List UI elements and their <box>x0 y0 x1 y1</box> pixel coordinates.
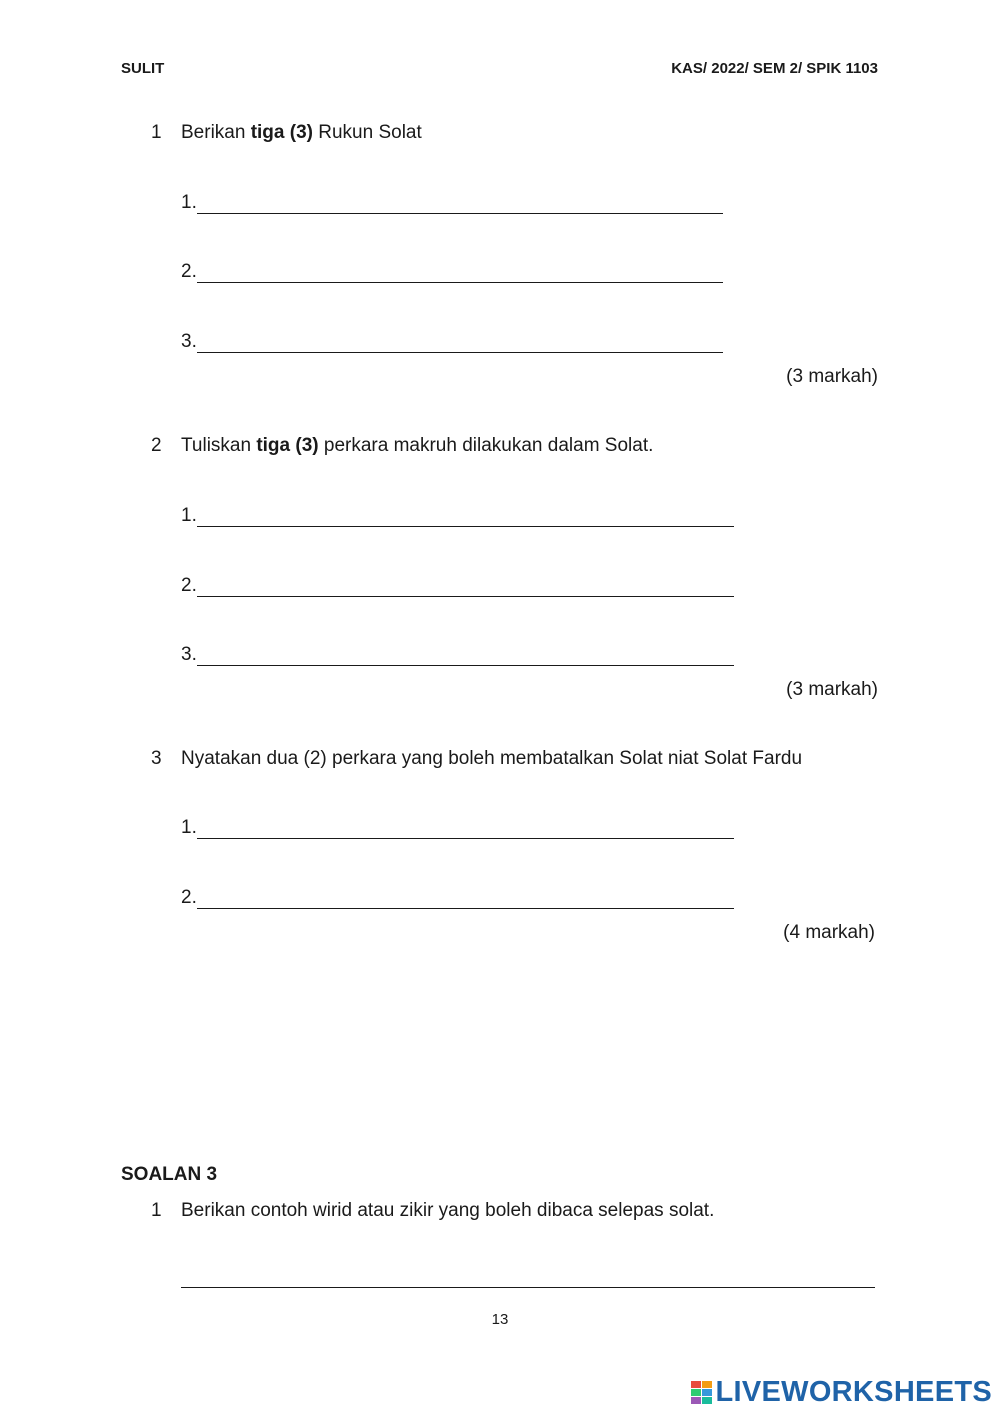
question-number: 3 <box>151 748 162 769</box>
answer-blank[interactable] <box>197 822 734 839</box>
page-number: 13 <box>491 1311 509 1328</box>
answer-blank[interactable] <box>181 1287 875 1288</box>
answer-line[interactable]: 2. <box>181 575 734 597</box>
answer-line[interactable]: 1. <box>181 505 734 527</box>
header-left: SULIT <box>121 60 165 77</box>
brand-text: LIVEWORKSHEETS <box>715 1376 992 1408</box>
answer-line[interactable]: 2. <box>181 261 723 283</box>
answer-blank[interactable] <box>197 510 734 527</box>
answer-line[interactable]: 1. <box>181 817 734 839</box>
answer-line[interactable]: 2. <box>181 887 734 909</box>
answer-blank[interactable] <box>197 336 723 353</box>
answer-blank[interactable] <box>197 266 723 283</box>
answer-blank[interactable] <box>197 892 734 909</box>
question-number: 2 <box>151 435 162 456</box>
answer-line[interactable]: 3. <box>181 644 734 666</box>
question-text: Tuliskan tiga (3) perkara makruh dilakukan dalam Solat. <box>181 435 654 456</box>
liveworksheets-icon <box>691 1380 713 1406</box>
marks-label: (4 markah) <box>783 922 875 943</box>
question-text: Berikan contoh wirid atau zikir yang boleh dibaca selepas solat. <box>181 1200 715 1221</box>
question-text: Nyatakan dua (2) perkara yang boleh membatalkan Solat niat Solat Fardu <box>181 748 803 769</box>
answer-blank[interactable] <box>197 580 734 597</box>
answer-blank[interactable] <box>197 197 723 214</box>
answer-line[interactable]: 1. <box>181 192 723 214</box>
marks-label: (3 markah) <box>786 679 878 700</box>
section-title: SOALAN 3 <box>121 1164 218 1185</box>
marks-label: (3 markah) <box>786 366 878 387</box>
question-number: 1 <box>151 122 162 143</box>
answer-line[interactable]: 3. <box>181 331 723 353</box>
answer-blank[interactable] <box>197 649 734 666</box>
question-number: 1 <box>151 1200 162 1221</box>
question-text: Berikan tiga (3) Rukun Solat <box>181 122 422 143</box>
liveworksheets-logo <box>691 1376 993 1409</box>
header-right: KAS/ 2022/ SEM 2/ SPIK 1103 <box>671 60 878 77</box>
